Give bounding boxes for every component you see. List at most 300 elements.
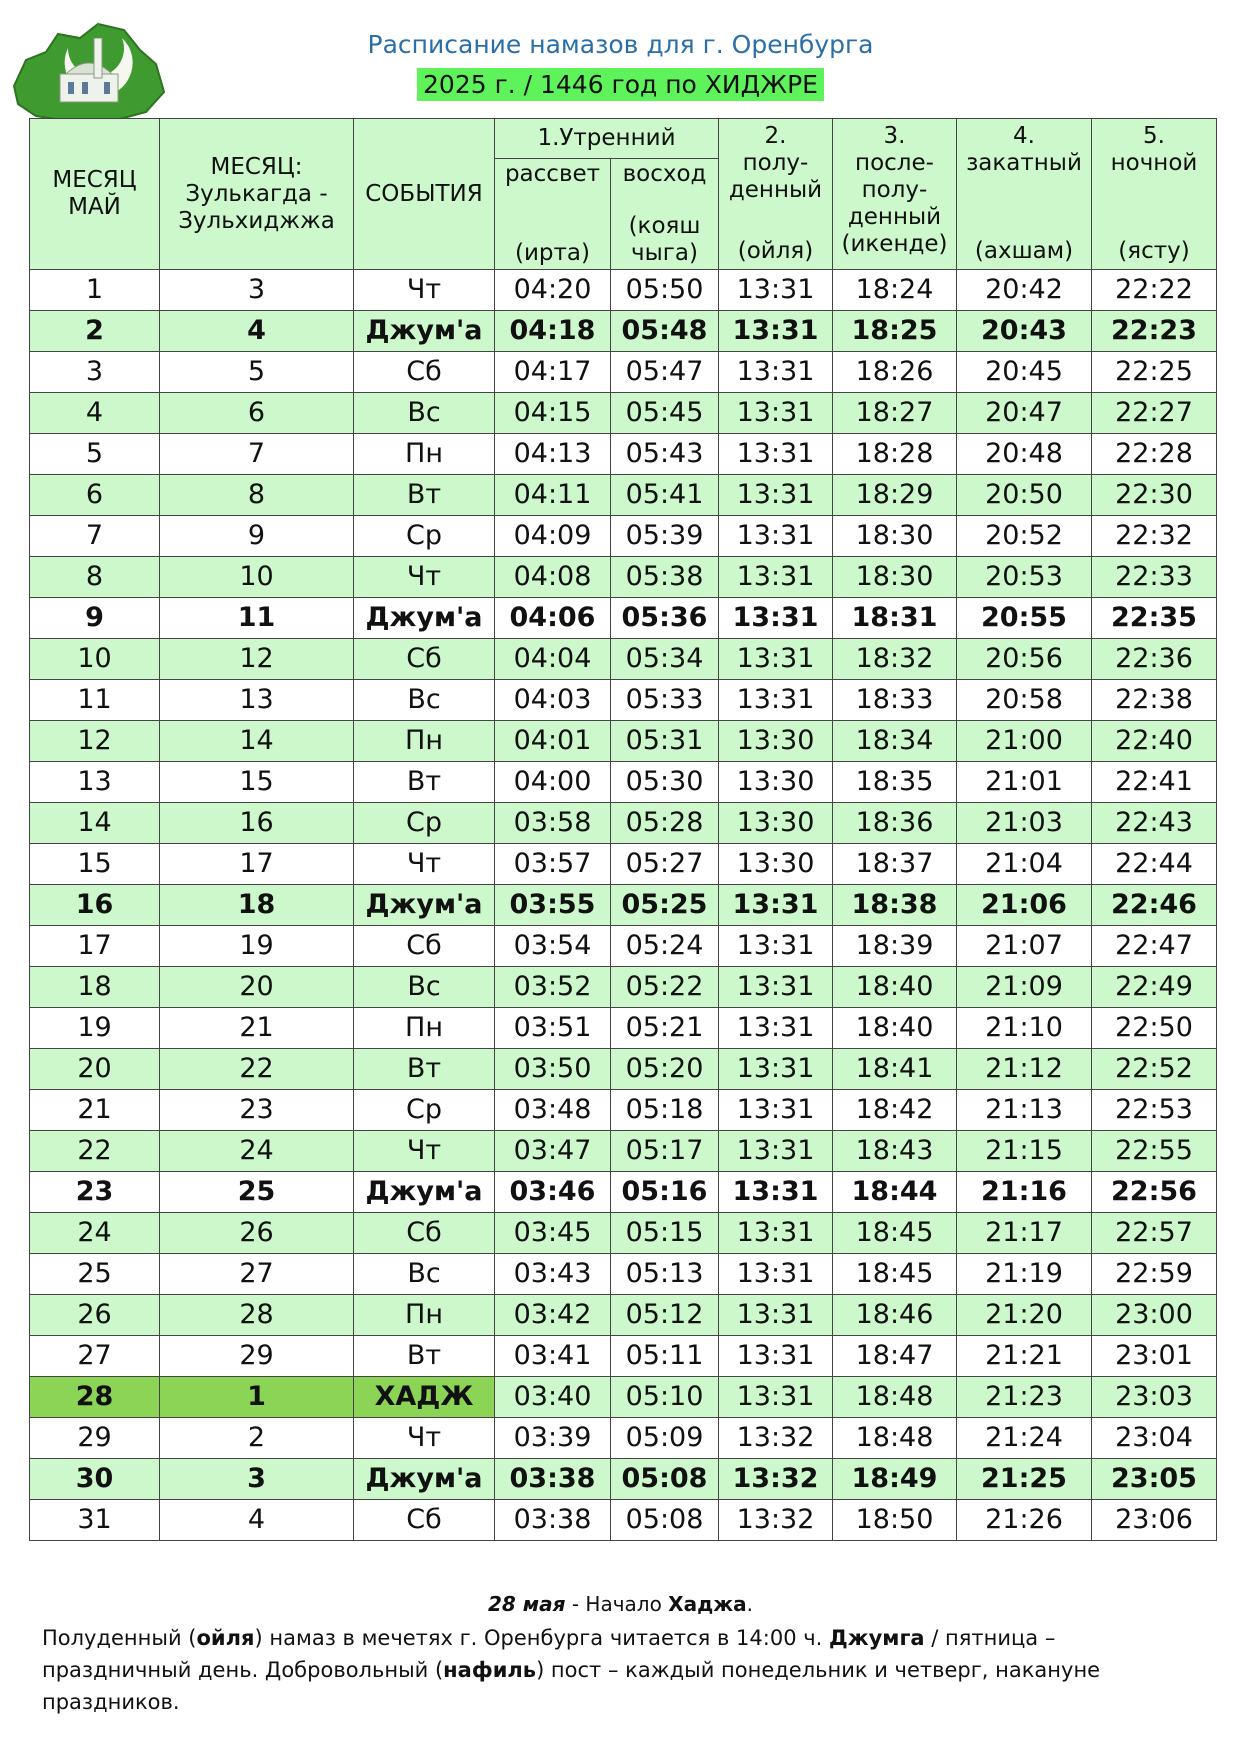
table-cell: 28 xyxy=(30,1377,160,1418)
table-cell: 22:22 xyxy=(1092,270,1217,311)
table-cell: 13:31 xyxy=(719,885,833,926)
table-cell: 03:38 xyxy=(495,1500,611,1541)
table-cell: Вс xyxy=(354,967,495,1008)
table-cell: 25 xyxy=(30,1254,160,1295)
table-cell: 13:31 xyxy=(719,434,833,475)
table-cell: 05:21 xyxy=(611,1008,719,1049)
table-cell: 21:19 xyxy=(957,1254,1092,1295)
table-cell: 21:16 xyxy=(957,1172,1092,1213)
table-cell: 9 xyxy=(30,598,160,639)
table-cell: Чт xyxy=(354,1131,495,1172)
table-cell: 23:00 xyxy=(1092,1295,1217,1336)
hajj-note: 28 мая - Начало Хаджа. xyxy=(488,1592,753,1616)
table-cell: 04:17 xyxy=(495,352,611,393)
table-cell: 03:43 xyxy=(495,1254,611,1295)
table-cell: 05:43 xyxy=(611,434,719,475)
table-cell: 22:44 xyxy=(1092,844,1217,885)
table-cell: 05:48 xyxy=(611,311,719,352)
table-cell: 18:30 xyxy=(833,557,957,598)
table-cell: Вт xyxy=(354,762,495,803)
table-row xyxy=(30,598,1217,639)
table-cell: 17 xyxy=(160,844,354,885)
table-cell: 12 xyxy=(30,721,160,762)
table-cell: 18:48 xyxy=(833,1418,957,1459)
table-cell: 4 xyxy=(160,1500,354,1541)
table-cell: 22:50 xyxy=(1092,1008,1217,1049)
table-cell: 18:43 xyxy=(833,1131,957,1172)
table-cell: 22:43 xyxy=(1092,803,1217,844)
table-cell: 03:58 xyxy=(495,803,611,844)
table-cell: 3 xyxy=(30,352,160,393)
table-cell: 29 xyxy=(160,1336,354,1377)
table-cell: Чт xyxy=(354,557,495,598)
table-cell: 20:53 xyxy=(957,557,1092,598)
table-cell: 13:31 xyxy=(719,639,833,680)
table-cell: 03:42 xyxy=(495,1295,611,1336)
table-cell: 5 xyxy=(30,434,160,475)
table-cell: Джум'а xyxy=(354,311,495,352)
table-cell: 03:40 xyxy=(495,1377,611,1418)
table-cell: 27 xyxy=(30,1336,160,1377)
table-cell: 6 xyxy=(160,393,354,434)
table-cell: 21 xyxy=(160,1008,354,1049)
table-cell: Пн xyxy=(354,1008,495,1049)
table-cell: 05:15 xyxy=(611,1213,719,1254)
table-cell: 13:31 xyxy=(719,1008,833,1049)
table-cell: 04:15 xyxy=(495,393,611,434)
table-cell: 13 xyxy=(160,680,354,721)
table-cell: 05:11 xyxy=(611,1336,719,1377)
table-cell: 18:32 xyxy=(833,639,957,680)
table-cell: 22:46 xyxy=(1092,885,1217,926)
table-row xyxy=(30,680,1217,721)
table-cell: 20:48 xyxy=(957,434,1092,475)
table-cell: 22:52 xyxy=(1092,1049,1217,1090)
table-cell: 22:35 xyxy=(1092,598,1217,639)
table-cell: Чт xyxy=(354,844,495,885)
table-cell: 21:17 xyxy=(957,1213,1092,1254)
table-cell: Джум'а xyxy=(354,885,495,926)
table-cell: 23 xyxy=(30,1172,160,1213)
table-row xyxy=(30,352,1217,393)
table-cell: 20:42 xyxy=(957,270,1092,311)
table-cell: 03:47 xyxy=(495,1131,611,1172)
table-cell: 18:29 xyxy=(833,475,957,516)
table-cell: 05:34 xyxy=(611,639,719,680)
table-cell: 22:47 xyxy=(1092,926,1217,967)
table-cell: 21:15 xyxy=(957,1131,1092,1172)
table-cell: 21:13 xyxy=(957,1090,1092,1131)
table-cell: Вс xyxy=(354,1254,495,1295)
table-cell: Чт xyxy=(354,1418,495,1459)
table-cell: 05:08 xyxy=(611,1500,719,1541)
table-cell: 4 xyxy=(160,311,354,352)
table-cell: 04:09 xyxy=(495,516,611,557)
table-cell: 21:06 xyxy=(957,885,1092,926)
table-cell: 05:45 xyxy=(611,393,719,434)
table-cell: 20 xyxy=(160,967,354,1008)
table-cell: Сб xyxy=(354,1500,495,1541)
table-cell: 05:16 xyxy=(611,1172,719,1213)
table-cell: 05:27 xyxy=(611,844,719,885)
table-row xyxy=(30,1090,1217,1131)
table-cell: 13:31 xyxy=(719,475,833,516)
table-cell: 21:20 xyxy=(957,1295,1092,1336)
table-cell: 13 xyxy=(30,762,160,803)
table-cell: 21:09 xyxy=(957,967,1092,1008)
table-cell: 29 xyxy=(30,1418,160,1459)
table-cell: Ср xyxy=(354,1090,495,1131)
table-cell: 22:28 xyxy=(1092,434,1217,475)
table-cell: 23:01 xyxy=(1092,1336,1217,1377)
prayer-schedule-table xyxy=(29,118,1217,1541)
table-cell: 3 xyxy=(160,1459,354,1500)
table-cell: 18:25 xyxy=(833,311,957,352)
table-cell: 18:31 xyxy=(833,598,957,639)
table-cell: 26 xyxy=(160,1213,354,1254)
table-row xyxy=(30,1377,1217,1418)
table-cell: 04:20 xyxy=(495,270,611,311)
table-cell: Вс xyxy=(354,680,495,721)
table-cell: 23:03 xyxy=(1092,1377,1217,1418)
table-cell: 05:08 xyxy=(611,1459,719,1500)
table-cell: 18:46 xyxy=(833,1295,957,1336)
table-cell: 18:45 xyxy=(833,1254,957,1295)
table-cell: 13:31 xyxy=(719,1172,833,1213)
table-cell: 20:43 xyxy=(957,311,1092,352)
table-cell: 28 xyxy=(160,1295,354,1336)
table-cell: 18:42 xyxy=(833,1090,957,1131)
table-cell: Сб xyxy=(354,926,495,967)
table-cell: Пн xyxy=(354,434,495,475)
table-cell: 05:09 xyxy=(611,1418,719,1459)
table-cell: 20:58 xyxy=(957,680,1092,721)
table-cell: 05:24 xyxy=(611,926,719,967)
table-cell: 21 xyxy=(30,1090,160,1131)
table-cell: 04:18 xyxy=(495,311,611,352)
table-cell: 18:49 xyxy=(833,1459,957,1500)
table-cell: Вт xyxy=(354,475,495,516)
table-cell: 18:30 xyxy=(833,516,957,557)
table-cell: 13:32 xyxy=(719,1500,833,1541)
col-hijri-header: МЕСЯЦ: Зулькагда - Зульхиджжа xyxy=(160,119,354,270)
table-row xyxy=(30,803,1217,844)
table-row xyxy=(30,434,1217,475)
table-row xyxy=(30,557,1217,598)
table-cell: 03:54 xyxy=(495,926,611,967)
table-cell: 18:28 xyxy=(833,434,957,475)
table-cell: 03:39 xyxy=(495,1418,611,1459)
table-cell: 22:56 xyxy=(1092,1172,1217,1213)
table-cell: 23:04 xyxy=(1092,1418,1217,1459)
col-noon-header: 2. полу- денный (ойля) xyxy=(719,119,833,270)
table-cell: 04:04 xyxy=(495,639,611,680)
table-cell: 22:41 xyxy=(1092,762,1217,803)
table-cell: 13:31 xyxy=(719,1213,833,1254)
table-cell: 05:41 xyxy=(611,475,719,516)
table-row xyxy=(30,475,1217,516)
table-cell: 18:24 xyxy=(833,270,957,311)
table-cell: 21:26 xyxy=(957,1500,1092,1541)
table-cell: 22:32 xyxy=(1092,516,1217,557)
table-cell: 10 xyxy=(160,557,354,598)
schedule-body xyxy=(30,270,1217,1541)
table-cell: Чт xyxy=(354,270,495,311)
table-cell: 13:31 xyxy=(719,311,833,352)
table-cell: 13:31 xyxy=(719,598,833,639)
page-title: Расписание намазов для г. Оренбурга xyxy=(367,30,874,59)
table-cell: 18:34 xyxy=(833,721,957,762)
table-row xyxy=(30,721,1217,762)
table-cell: 24 xyxy=(160,1131,354,1172)
table-cell: 05:50 xyxy=(611,270,719,311)
table-cell: 04:13 xyxy=(495,434,611,475)
table-cell: 6 xyxy=(30,475,160,516)
table-cell: 18:27 xyxy=(833,393,957,434)
col-night-header: 5. ночной (ясту) xyxy=(1092,119,1217,270)
table-cell: 22:33 xyxy=(1092,557,1217,598)
table-cell: 03:57 xyxy=(495,844,611,885)
table-cell: 18:36 xyxy=(833,803,957,844)
table-cell: 18:45 xyxy=(833,1213,957,1254)
table-cell: 03:48 xyxy=(495,1090,611,1131)
table-cell: 03:38 xyxy=(495,1459,611,1500)
table-cell: 05:10 xyxy=(611,1377,719,1418)
table-row xyxy=(30,1008,1217,1049)
table-cell: 21:25 xyxy=(957,1459,1092,1500)
table-cell: 4 xyxy=(30,393,160,434)
table-cell: 22:40 xyxy=(1092,721,1217,762)
table-row xyxy=(30,516,1217,557)
table-cell: 03:41 xyxy=(495,1336,611,1377)
table-cell: 04:08 xyxy=(495,557,611,598)
table-cell: 03:51 xyxy=(495,1008,611,1049)
table-cell: 22 xyxy=(30,1131,160,1172)
table-cell: 20:47 xyxy=(957,393,1092,434)
table-cell: Сб xyxy=(354,352,495,393)
table-cell: 22:57 xyxy=(1092,1213,1217,1254)
table-cell: 8 xyxy=(160,475,354,516)
table-cell: Ср xyxy=(354,516,495,557)
table-cell: 05:20 xyxy=(611,1049,719,1090)
table-cell: 13:31 xyxy=(719,393,833,434)
table-cell: 14 xyxy=(30,803,160,844)
table-cell: 20:56 xyxy=(957,639,1092,680)
table-cell: 18:41 xyxy=(833,1049,957,1090)
table-cell: 18:35 xyxy=(833,762,957,803)
table-cell: 05:47 xyxy=(611,352,719,393)
table-cell: 18:40 xyxy=(833,1008,957,1049)
table-cell: 13:31 xyxy=(719,270,833,311)
table-cell: Вт xyxy=(354,1336,495,1377)
table-cell: 1 xyxy=(160,1377,354,1418)
table-cell: 21:03 xyxy=(957,803,1092,844)
table-cell: 22:23 xyxy=(1092,311,1217,352)
table-cell: Джум'а xyxy=(354,1459,495,1500)
table-cell: 22:59 xyxy=(1092,1254,1217,1295)
table-cell: 19 xyxy=(160,926,354,967)
table-cell: 21:23 xyxy=(957,1377,1092,1418)
table-cell: 7 xyxy=(160,434,354,475)
table-cell: 18:50 xyxy=(833,1500,957,1541)
table-cell: 15 xyxy=(30,844,160,885)
table-cell: 03:46 xyxy=(495,1172,611,1213)
table-cell: 14 xyxy=(160,721,354,762)
table-cell: 13:31 xyxy=(719,1090,833,1131)
table-cell: 20:52 xyxy=(957,516,1092,557)
table-cell: Вт xyxy=(354,1049,495,1090)
table-cell: 23:05 xyxy=(1092,1459,1217,1500)
table-cell: 15 xyxy=(160,762,354,803)
table-row xyxy=(30,926,1217,967)
table-cell: 18:48 xyxy=(833,1377,957,1418)
col-sunset-header: 4. закатный (ахшам) xyxy=(957,119,1092,270)
table-cell: 23 xyxy=(160,1090,354,1131)
table-cell: 05:33 xyxy=(611,680,719,721)
table-cell: 7 xyxy=(30,516,160,557)
table-cell: 21:07 xyxy=(957,926,1092,967)
table-row xyxy=(30,270,1217,311)
table-cell: 05:36 xyxy=(611,598,719,639)
table-cell: Джум'а xyxy=(354,598,495,639)
table-cell: 20:55 xyxy=(957,598,1092,639)
table-cell: ХАДЖ xyxy=(354,1377,495,1418)
table-cell: 13:31 xyxy=(719,516,833,557)
table-cell: 21:12 xyxy=(957,1049,1092,1090)
table-cell: 05:22 xyxy=(611,967,719,1008)
table-cell: 21:24 xyxy=(957,1418,1092,1459)
table-cell: 24 xyxy=(30,1213,160,1254)
table-row xyxy=(30,1049,1217,1090)
table-cell: 05:39 xyxy=(611,516,719,557)
table-cell: 22:53 xyxy=(1092,1090,1217,1131)
table-cell: 21:21 xyxy=(957,1336,1092,1377)
table-cell: 13:31 xyxy=(719,1377,833,1418)
table-row xyxy=(30,639,1217,680)
table-cell: 8 xyxy=(30,557,160,598)
table-cell: 13:30 xyxy=(719,803,833,844)
col-events-header: СОБЫТИЯ xyxy=(354,119,495,270)
table-cell: 13:32 xyxy=(719,1418,833,1459)
table-cell: 05:12 xyxy=(611,1295,719,1336)
table-cell: 2 xyxy=(160,1418,354,1459)
table-cell: 25 xyxy=(160,1172,354,1213)
table-cell: 13:30 xyxy=(719,721,833,762)
table-cell: 13:31 xyxy=(719,1131,833,1172)
table-row xyxy=(30,762,1217,803)
table-cell: 21:04 xyxy=(957,844,1092,885)
table-cell: 18:39 xyxy=(833,926,957,967)
page-subtitle: 2025 г. / 1446 год по ХИДЖРЕ xyxy=(417,68,824,101)
table-cell: Сб xyxy=(354,1213,495,1254)
table-cell: 26 xyxy=(30,1295,160,1336)
table-cell: 04:03 xyxy=(495,680,611,721)
table-cell: 21:00 xyxy=(957,721,1092,762)
table-cell: 16 xyxy=(30,885,160,926)
col-morning-group-header: 1.Утренний xyxy=(495,119,719,159)
table-cell: 13:31 xyxy=(719,680,833,721)
table-row xyxy=(30,1172,1217,1213)
table-cell: 18 xyxy=(160,885,354,926)
table-cell: 21:01 xyxy=(957,762,1092,803)
table-cell: 3 xyxy=(160,270,354,311)
table-cell: 18:33 xyxy=(833,680,957,721)
table-cell: 13:31 xyxy=(719,967,833,1008)
col-sunrise-header: восход (кояш чыга) xyxy=(611,159,719,270)
table-cell: 18:26 xyxy=(833,352,957,393)
table-cell: 18 xyxy=(30,967,160,1008)
table-cell: 11 xyxy=(160,598,354,639)
table-cell: 03:55 xyxy=(495,885,611,926)
table-cell: 03:52 xyxy=(495,967,611,1008)
table-row xyxy=(30,844,1217,885)
table-cell: 22 xyxy=(160,1049,354,1090)
table-cell: Пн xyxy=(354,721,495,762)
table-cell: 21:10 xyxy=(957,1008,1092,1049)
table-cell: Ср xyxy=(354,803,495,844)
table-cell: 13:31 xyxy=(719,1254,833,1295)
footnote: Полуденный (ойля) намаз в мечетях г. Оренбурга читается в 14:00 ч. Джумга / пятница – праздничный день. Добровольный (нафиль) пост – каждый понедельник и четверг, накануне праздников. xyxy=(42,1626,1101,1714)
table-cell: 30 xyxy=(30,1459,160,1500)
table-row xyxy=(30,1500,1217,1541)
table-cell: 04:11 xyxy=(495,475,611,516)
table-cell: Вс xyxy=(354,393,495,434)
table-cell: 03:45 xyxy=(495,1213,611,1254)
table-cell: 22:30 xyxy=(1092,475,1217,516)
table-cell: 20 xyxy=(30,1049,160,1090)
table-cell: 18:40 xyxy=(833,967,957,1008)
table-cell: 31 xyxy=(30,1500,160,1541)
table-cell: 22:49 xyxy=(1092,967,1217,1008)
table-cell: 05:38 xyxy=(611,557,719,598)
table-cell: 9 xyxy=(160,516,354,557)
table-cell: 13:30 xyxy=(719,844,833,885)
table-row xyxy=(30,1213,1217,1254)
table-cell: 5 xyxy=(160,352,354,393)
table-cell: 22:36 xyxy=(1092,639,1217,680)
table-cell: 20:50 xyxy=(957,475,1092,516)
table-cell: 22:27 xyxy=(1092,393,1217,434)
table-cell: 18:44 xyxy=(833,1172,957,1213)
col-dawn-header: рассвет (ирта) xyxy=(495,159,611,270)
table-cell: 23:06 xyxy=(1092,1500,1217,1541)
table-cell: 1 xyxy=(30,270,160,311)
table-cell: 13:30 xyxy=(719,762,833,803)
table-cell: 2 xyxy=(30,311,160,352)
col-afternoon-header: 3. после- полу- денный (икенде) xyxy=(833,119,957,270)
table-cell: 05:13 xyxy=(611,1254,719,1295)
table-cell: 22:55 xyxy=(1092,1131,1217,1172)
table-cell: 18:47 xyxy=(833,1336,957,1377)
table-cell: 05:25 xyxy=(611,885,719,926)
table-cell: 04:00 xyxy=(495,762,611,803)
table-cell: 05:28 xyxy=(611,803,719,844)
table-cell: 13:31 xyxy=(719,557,833,598)
table-cell: 05:31 xyxy=(611,721,719,762)
table-row xyxy=(30,1459,1217,1500)
table-cell: 22:25 xyxy=(1092,352,1217,393)
table-row xyxy=(30,967,1217,1008)
table-row xyxy=(30,393,1217,434)
table-cell: 13:31 xyxy=(719,352,833,393)
table-cell: 13:31 xyxy=(719,1049,833,1090)
table-cell: 11 xyxy=(30,680,160,721)
table-cell: 05:17 xyxy=(611,1131,719,1172)
table-row xyxy=(30,885,1217,926)
table-cell: 20:45 xyxy=(957,352,1092,393)
table-cell: 04:01 xyxy=(495,721,611,762)
table-cell: 04:06 xyxy=(495,598,611,639)
